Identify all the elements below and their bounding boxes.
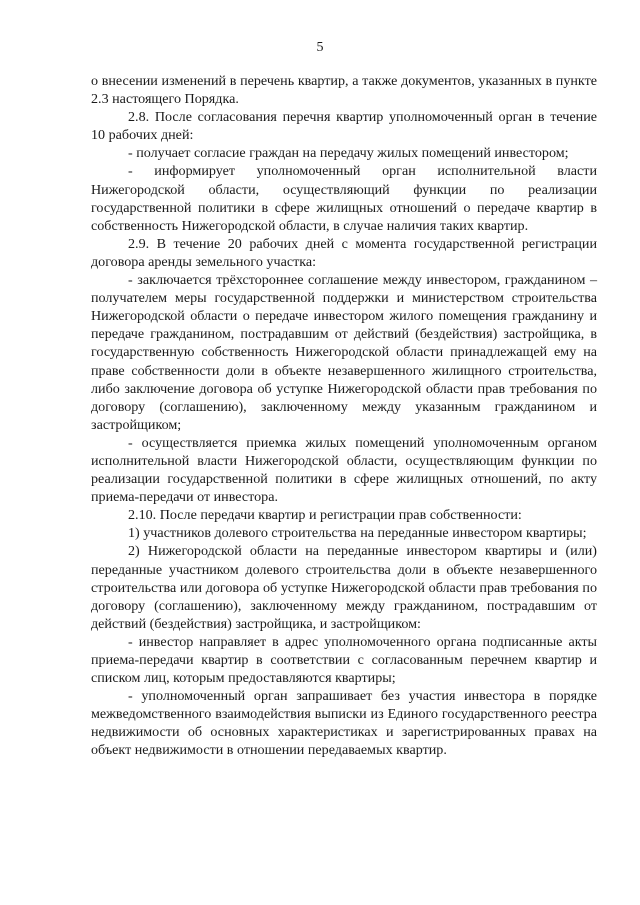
page-number: 5: [316, 40, 324, 55]
list-item: - инвестор направляет в адрес уполномоченного органа подписанные акты приема-передачи квартир в соответствии с согласованным перечнем квартир и списком лиц, которым предоставляются квартиры;: [91, 633, 597, 687]
list-item: - осуществляется приемка жилых помещений уполномоченным органом исполнительной власти Нижегородской области, осуществляющим функции по реализации государственной политики в сфере жилищных отношений, по акту приема-передачи от инвестора.: [91, 434, 597, 506]
list-item: - получает согласие граждан на передачу жилых помещений инвестором;: [128, 145, 569, 162]
document-body: [91, 72, 597, 760]
list-item: - уполномоченный орган запрашивает без участия инвестора в порядке межведомственного взаимодействия выписки из Единого государственного реестра недвижимости об основных характеристиках и зарегистрированных правах на объект недвижимости в отношении передаваемых квартир.: [91, 688, 597, 759]
paragraph: 2.8. После согласования перечня квартир уполномоченный орган в течение 10 рабочих дней:: [91, 109, 597, 144]
paragraph: о внесении изменений в перечень квартир, а также документов, указанных в пункте 2.3 настоящего Порядка.: [91, 73, 597, 108]
paragraph: 2.10. После передачи квартир и регистрации прав собственности:: [128, 507, 522, 524]
list-item: - заключается трёхстороннее соглашение между инвестором, гражданином – получателем меры государственной поддержки и министерством строительства Нижегородской области о передаче инвестором жилого помещения гражданину и передаче гражданином, пострадавшим от действий (бездействия) застройщика, в государственную собственность Нижегородской области принадлежащей ему на праве собственности доли в объекте незавершенного жилищного строительства, либо заключение договора об уступке Нижегородской области прав требования по договору (соглашению), заключенному между указанным гражданином и застройщиком;: [91, 272, 597, 433]
list-item: - информирует уполномоченный орган исполнительной власти Нижегородской области, осуществляющий функции по реализации государственной политики в сфере жилищных отношений о передаче квартир в собственность Нижегородской области, в случае наличия таких квартир.: [91, 163, 597, 234]
list-item: 2) Нижегородской области на переданные инвестором квартиры и (или) переданные участником долевого строительства доли в объекте незавершенного строительства или договора об уступке Нижегородской области прав требования по договору (соглашению), заключенному между гражданином, пострадавшим от действий (бездействия) застройщика, и застройщиком:: [91, 543, 597, 632]
list-item: 1) участников долевого строительства на переданные инвестором квартиры;: [128, 525, 587, 542]
paragraph: 2.9. В течение 20 рабочих дней с момента государственной регистрации договора аренды земельного участка:: [91, 235, 597, 270]
